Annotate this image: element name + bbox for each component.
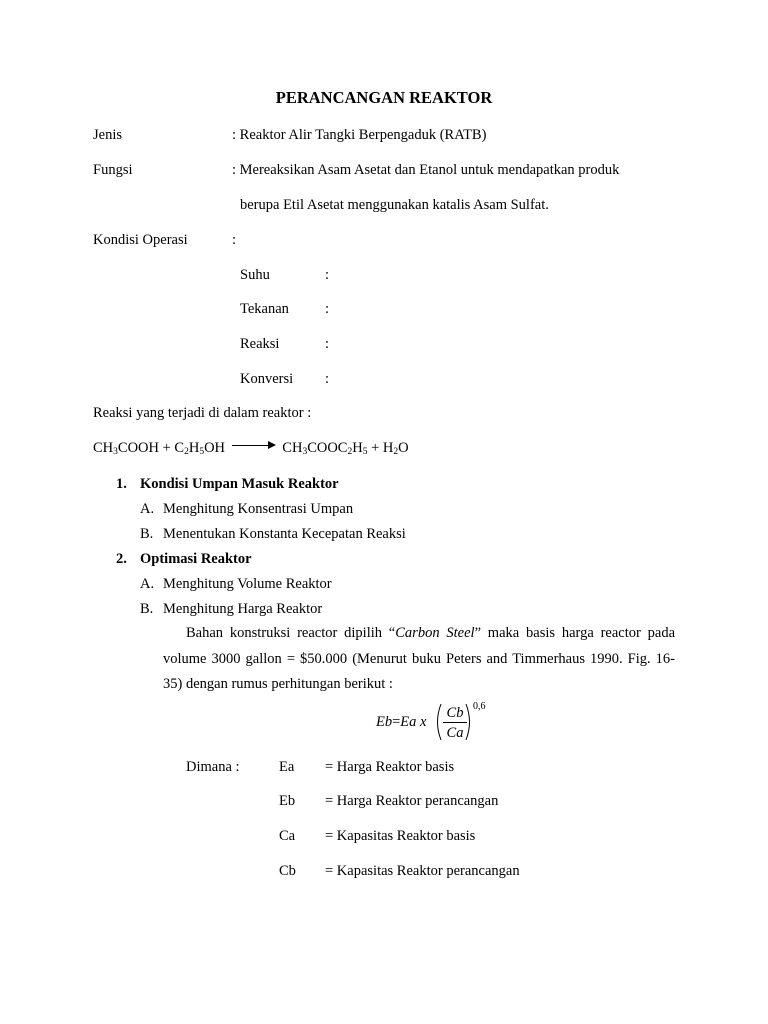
fungsi-label: Fungsi [93, 162, 133, 178]
kondisi-item-colon: : [325, 336, 330, 352]
kondisi-item-colon: : [325, 371, 330, 387]
list-item-letter: A. [140, 501, 155, 517]
formula-exponent: 0,6 [473, 701, 486, 712]
dimana-symbol: Eb [279, 793, 296, 809]
dimana-symbol: Cb [279, 863, 296, 879]
formula-times: x [420, 714, 427, 730]
formula-lhs: Eb [376, 714, 393, 730]
fungsi-line-1: : Mereaksikan Asam Asetat dan Etanol untuk mendapatkan produk [232, 162, 620, 178]
formula-equals: = [392, 714, 401, 730]
dimana-symbol: Ea [279, 759, 295, 775]
reaksi-label: Reaksi yang terjadi di dalam reaktor : [93, 405, 312, 421]
kondisi-item-tekanan: Tekanan [240, 301, 289, 317]
page-title: PERANCANGAN REAKTOR [275, 88, 493, 107]
jenis-label: Jenis [93, 127, 122, 143]
list-item: Menghitung Konsentrasi Umpan [163, 501, 354, 517]
kondisi-item-colon: : [325, 267, 330, 283]
list-item: Menghitung Harga Reaktor [163, 601, 323, 617]
section-number: 2. [116, 551, 127, 567]
kondisi-item-konversi: Konversi [240, 371, 294, 387]
section-number: 1. [116, 476, 127, 492]
jenis-value: : Reaktor Alir Tangki Berpengaduk (RATB) [232, 127, 487, 143]
list-item-letter: B. [140, 601, 154, 617]
dimana-symbol: Ca [279, 828, 296, 844]
kondisi-item-colon: : [325, 301, 330, 317]
products: $CH_3COOC_2H_5 + H_2O$ [282, 440, 409, 457]
kondisi-item-suhu: Suhu [240, 267, 270, 283]
section-heading: Kondisi Umpan Masuk Reaktor [140, 476, 339, 492]
reaction-arrow-icon [232, 441, 276, 451]
reactants: $CH_3COOH + C_2H_5OH$ [93, 440, 226, 457]
fungsi-line-2: berupa Etil Asetat menggunakan katalis Asam Sulfat. [240, 197, 549, 213]
list-item: Menghitung Volume Reaktor [163, 576, 332, 592]
reaction-equation [93, 441, 409, 456]
fraction-denominator: Ca [446, 725, 464, 741]
dimana-label: Dimana : [186, 759, 240, 775]
list-item-letter: B. [140, 526, 154, 542]
kondisi-item-reaksi: Reaksi [240, 336, 280, 352]
dimana-description: = Kapasitas Reaktor basis [325, 828, 476, 844]
list-item-letter: A. [140, 576, 155, 592]
dimana-description: = Kapasitas Reaktor perancangan [325, 863, 520, 879]
dimana-description: = Harga Reaktor perancangan [325, 793, 499, 809]
dimana-description: = Harga Reaktor basis [325, 759, 455, 775]
kondisi-colon: : [232, 232, 237, 248]
formula-ea: Ea [400, 714, 417, 730]
body-paragraph: Bahan konstruksi reactor dipilih “Carbon Steel” maka basis harga reactor pada volume 3000 gallon = $50.000 (Menurut buku Peters and Timmerhaus 1990. Fig. 16-35) dengan rumus perhitungan berikut : [163, 625, 675, 692]
kondisi-label: Kondisi Operasi [93, 232, 188, 248]
left-parenthesis-icon [433, 703, 443, 741]
fraction-numerator: Cb [446, 705, 464, 721]
list-item: Menentukan Konstanta Kecepatan Reaksi [163, 526, 406, 542]
section-heading: Optimasi Reaktor [140, 551, 252, 567]
